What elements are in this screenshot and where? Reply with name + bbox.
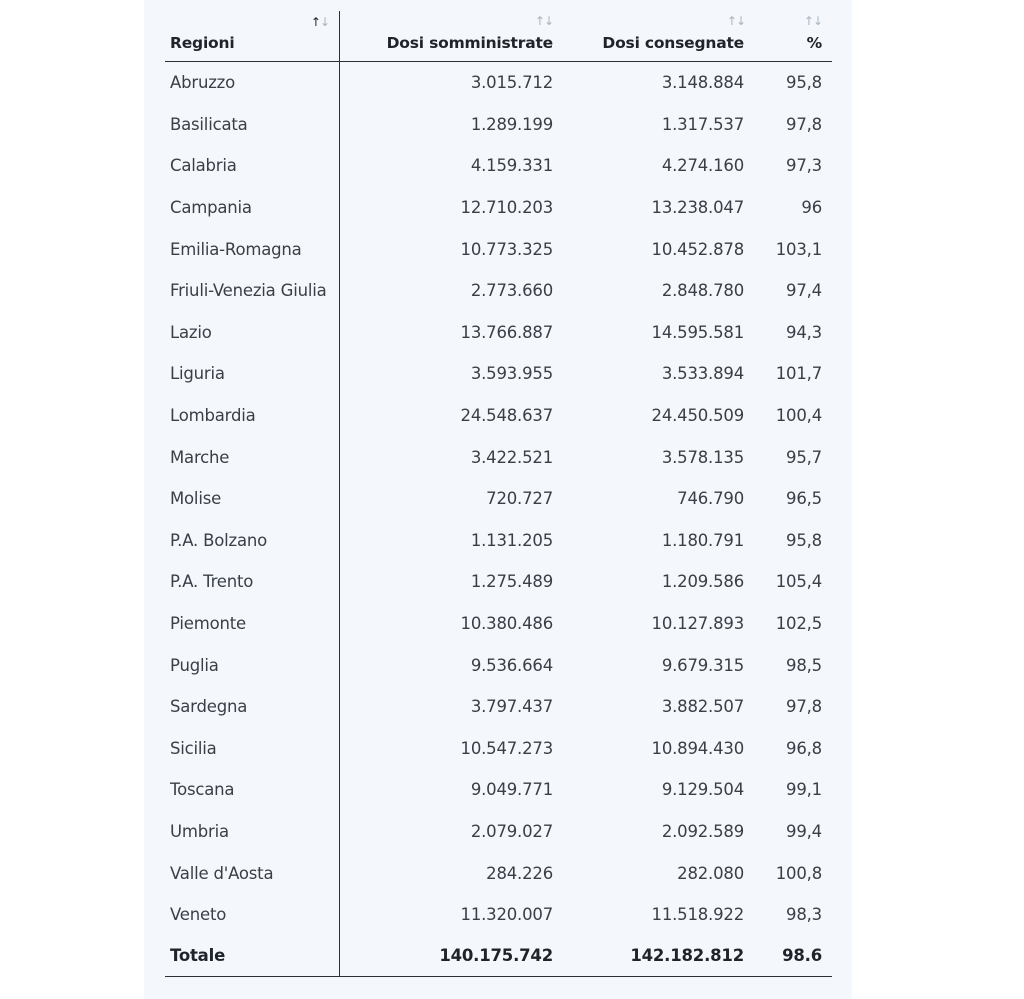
header-administered[interactable] [340,14,555,61]
cell-delivered: 1.317.537 [661,114,744,134]
table-row [165,520,832,562]
cell-delivered: 282.080 [677,863,744,883]
cell-region: Veneto [165,894,340,936]
sort-arrows-icon[interactable]: ↑↓ [534,14,553,28]
cell-region: Valle d'Aosta [165,852,340,894]
cell-percent: 99,1 [786,780,822,800]
cell-delivered: 2.848.780 [661,281,744,301]
table-row [165,686,832,728]
cell-delivered: 2.092.589 [661,821,744,841]
cell-region: Lazio [165,312,340,354]
cell-administered: 284.226 [486,863,553,883]
cell-region: Basilicata [165,104,340,146]
cell-administered: 1.275.489 [470,572,553,592]
cell-administered: 4.159.331 [470,156,553,176]
sort-arrows-icon[interactable]: ↑↓ [310,15,329,29]
cell-region: Puglia [165,644,340,686]
sort-arrows-icon[interactable]: ↑↓ [803,14,822,28]
cell-administered: 3.015.712 [470,73,553,93]
cell-region: Lombardia [165,395,340,437]
cell-percent: 95,8 [786,530,822,550]
cell-delivered: 24.450.509 [651,406,744,426]
header-percent[interactable] [747,14,832,61]
table-row [165,312,832,354]
cell-delivered: 3.578.135 [661,447,744,467]
cell-delivered: 1.209.586 [661,572,744,592]
cell-region: Calabria [165,145,340,187]
cell-percent: 97,3 [786,156,822,176]
cell-region: Abruzzo [165,62,340,104]
total-delivered: 142.182.812 [630,946,744,966]
cell-region: Campania [165,187,340,229]
cell-administered: 3.593.955 [470,364,553,384]
cell-region: Sicilia [165,728,340,770]
table-row [165,395,832,437]
cell-administered: 10.380.486 [460,614,553,634]
cell-administered: 720.727 [486,489,553,509]
table-header [165,12,832,62]
cell-administered: 12.710.203 [460,198,553,218]
cell-administered: 24.548.637 [460,406,553,426]
cell-region: Sardegna [165,686,340,728]
cell-region: Toscana [165,769,340,811]
cell-region: P.A. Bolzano [165,520,340,562]
header-delivered-label: Dosi consegnate [602,34,744,52]
table-row [165,145,832,187]
cell-administered: 10.547.273 [460,738,553,758]
cell-region: Umbria [165,811,340,853]
cell-delivered: 3.148.884 [661,73,744,93]
cell-administered: 9.536.664 [470,655,553,675]
header-region-label: Regioni [170,34,235,52]
cell-region: Molise [165,478,340,520]
total-administered: 140.175.742 [439,946,553,966]
cell-delivered: 4.274.160 [661,156,744,176]
table-row [165,769,832,811]
cell-region: P.A. Trento [165,561,340,603]
header-region[interactable] [165,11,340,61]
cell-region: Liguria [165,353,340,395]
cell-administered: 3.422.521 [470,447,553,467]
cell-administered: 10.773.325 [460,239,553,259]
cell-percent: 94,3 [786,322,822,342]
cell-delivered: 3.533.894 [661,364,744,384]
cell-delivered: 9.129.504 [661,780,744,800]
cell-administered: 2.773.660 [470,281,553,301]
cell-administered: 3.797.437 [470,697,553,717]
cell-percent: 100,8 [775,863,822,883]
cell-percent: 97,8 [786,114,822,134]
header-percent-label: % [806,34,822,52]
cell-region: Piemonte [165,603,340,645]
cell-delivered: 746.790 [677,489,744,509]
table-row [165,270,832,312]
table-total-row [165,935,832,977]
table-row [165,104,832,146]
cell-delivered: 10.452.878 [651,239,744,259]
cell-percent: 102,5 [775,614,822,634]
table-row [165,353,832,395]
table-row [165,187,832,229]
table-row [165,478,832,520]
cell-administered: 1.289.199 [470,114,553,134]
cell-percent: 101,7 [775,364,822,384]
table-row [165,62,832,104]
cell-administered: 9.049.771 [470,780,553,800]
cell-percent: 96,8 [786,738,822,758]
table-row [165,852,832,894]
cell-percent: 97,4 [786,281,822,301]
header-administered-label: Dosi somministrate [386,34,553,52]
cell-percent: 97,8 [786,697,822,717]
cell-region: Emilia-Romagna [165,228,340,270]
cell-region: Friuli-Venezia Giulia [165,270,340,312]
cell-delivered: 3.882.507 [661,697,744,717]
cell-percent: 103,1 [775,239,822,259]
cell-percent: 95,7 [786,447,822,467]
cell-percent: 98,5 [786,655,822,675]
total-label: Totale [165,935,340,976]
cell-percent: 99,4 [786,821,822,841]
cell-percent: 96,5 [786,489,822,509]
table-row [165,436,832,478]
total-percent: 98.6 [782,946,822,966]
cell-percent: 98,3 [786,905,822,925]
cell-delivered: 14.595.581 [651,322,744,342]
table-row [165,811,832,853]
cell-delivered: 10.894.430 [651,738,744,758]
cell-percent: 100,4 [775,406,822,426]
cell-administered: 13.766.887 [460,322,553,342]
table-body [165,62,832,935]
header-delivered[interactable] [555,14,747,61]
cell-delivered: 11.518.922 [651,905,744,925]
cell-delivered: 1.180.791 [661,530,744,550]
table-row [165,644,832,686]
table-row [165,603,832,645]
cell-percent: 105,4 [775,572,822,592]
table-row [165,228,832,270]
table-row [165,728,832,770]
cell-delivered: 13.238.047 [651,198,744,218]
sort-arrows-icon[interactable]: ↑↓ [726,14,745,28]
table-row [165,894,832,936]
cell-delivered: 9.679.315 [661,655,744,675]
cell-administered: 1.131.205 [470,530,553,550]
cell-percent: 95,8 [786,73,822,93]
cell-percent: 96 [801,198,822,218]
cell-delivered: 10.127.893 [651,614,744,634]
table-row [165,561,832,603]
cell-administered: 11.320.007 [460,905,553,925]
vaccine-doses-table [165,12,832,977]
cell-administered: 2.079.027 [470,821,553,841]
cell-region: Marche [165,436,340,478]
